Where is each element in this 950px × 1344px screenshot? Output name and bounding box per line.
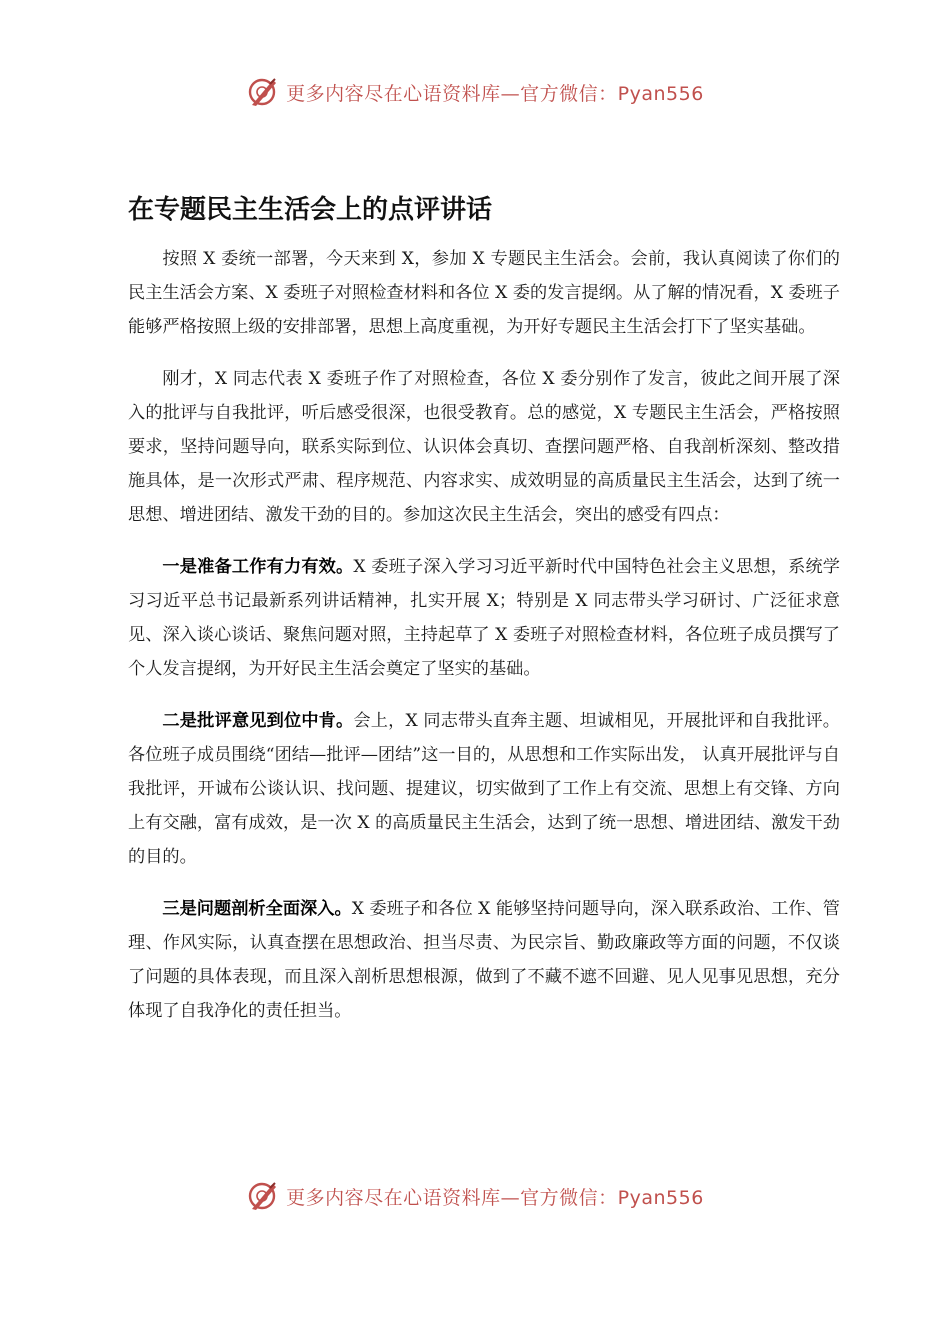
point-heading: 三是问题剖析全面深入。 bbox=[162, 899, 352, 919]
quill-logo-icon bbox=[246, 75, 280, 109]
banner-text bbox=[286, 79, 704, 106]
paragraph-text: X 委班子和各位 X 能够坚持问题导向，深入联系政治、工作、管理、作风实际，认真查摆在思想政治、担当尽责、为民宗旨、勤政廉政等方面的问题，不仅谈了问题的具体表现，而且深入剖析思想根源，做到了不藏不遮不回避、见人见事见思想，充分体现了自我净化的责任担当。 bbox=[128, 899, 840, 1021]
paragraph-overall-impression bbox=[128, 362, 840, 532]
point-heading: 一是准备工作有力有效。 bbox=[162, 557, 354, 577]
banner-slogan: 更多内容尽在心语资料库—官方微信： bbox=[286, 1186, 618, 1209]
document-body bbox=[128, 190, 840, 1046]
paragraph-text: 会上，X 同志带头直奔主题、坦诚相见，开展批评和自我批评。各位班子成员围绕“团结—批评—团结”这一目的，从思想和工作实际出发， 认真开展批评与自我批评，开诚布公谈认识、找问题、提建议，切实做到了工作上有交流、思想上有交锋、方向上有交融，富有成效，是一次 X 的高质量民主生活会，达到了统一思想、增进团结、激发干劲的目的。 bbox=[128, 711, 840, 867]
header-banner bbox=[0, 70, 950, 114]
wechat-id: Pyan556 bbox=[617, 1186, 704, 1209]
paragraph-intro bbox=[128, 242, 840, 344]
paragraph-text: 按照 X 委统一部署，今天来到 X，参加 X 专题民主生活会。会前，我认真阅读了你们的民主生活会方案、X 委班子对照检查材料和各位 X 委的发言提纲。从了解的情况看，X 委班子能够严格按照上级的安排部署，思想上高度重视，为开好专题民主生活会打下了坚实基础。 bbox=[128, 249, 840, 337]
footer-banner-inner bbox=[246, 1179, 704, 1213]
wechat-id: Pyan556 bbox=[617, 82, 704, 105]
paragraph-text: 刚才，X 同志代表 X 委班子作了对照检查，各位 X 委分别作了发言，彼此之间开展了深入的批评与自我批评，听后感受很深，也很受教育。总的感觉，X 专题民主生活会，严格按照要求，坚持问题导向，联系实际到位、认识体会真切、查摆问题严格、自我剖析深刻、整改措施具体，是一次形式严肃、程序规范、内容求实、成效明显的高质量民主生活会，达到了统一思想、增进团结、激发干劲的目的。参加这次民主生活会，突出的感受有四点： bbox=[128, 369, 840, 525]
footer-banner bbox=[0, 1174, 950, 1218]
document-title: 在专题民主生活会上的点评讲话 bbox=[128, 195, 493, 225]
point-heading: 二是批评意见到位中肯。 bbox=[162, 711, 354, 731]
paragraph-point-three bbox=[128, 892, 840, 1028]
paragraph-point-two bbox=[128, 704, 840, 874]
paragraph-text: X 委班子深入学习习近平新时代中国特色社会主义思想，系统学习习近平总书记最新系列讲话精神，扎实开展 X；特别是 X 同志带头学习研讨、广泛征求意见、深入谈心谈话、聚焦问题对照，主持起草了 X 委班子对照检查材料，各位班子成员撰写了个人发言提纲，为开好民主生活会奠定了坚实的基础。 bbox=[128, 557, 840, 679]
banner-slogan: 更多内容尽在心语资料库—官方微信： bbox=[286, 82, 618, 105]
paragraph-point-one bbox=[128, 550, 840, 686]
header-banner-inner bbox=[246, 75, 704, 109]
banner-text bbox=[286, 1183, 704, 1210]
quill-logo-icon bbox=[246, 1179, 280, 1213]
